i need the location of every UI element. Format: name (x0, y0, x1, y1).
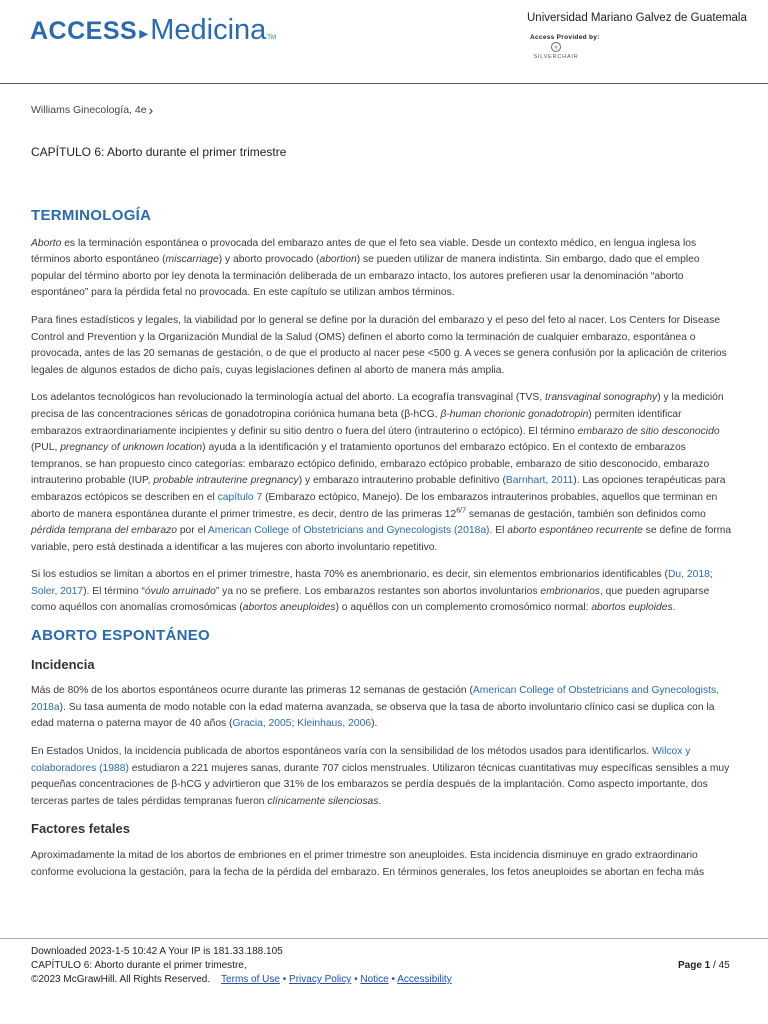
site-header (0, 0, 768, 84)
citation-link[interactable]: Gracia, 2005 (232, 718, 292, 730)
bullet: • (354, 974, 358, 985)
silverchair-logo (530, 42, 582, 64)
bullet: • (282, 974, 287, 985)
citation-link[interactable]: Du, 2018 (668, 569, 710, 581)
section-heading-terminologia: TERMINOLOGÍA (31, 207, 152, 224)
citation-link[interactable]: Wilcox y colaboradores (1988) (31, 746, 691, 774)
chevron-right-icon: › (148, 102, 154, 118)
citation-link[interactable]: American College of Obstetricians and Gynecologists, 2018a (31, 685, 719, 713)
subsection-heading-incidencia: Incidencia (31, 656, 95, 672)
logo-medicina-text: Medicina (150, 14, 267, 46)
paragraph: En Estados Unidos, la incidencia publicada de abortos espontáneos varía con la sensibilidad de los métodos usados para identificarlos. Wilcox y colaboradores (1988) estudiaron a 221 mujeres sanas, durante 707 ciclos menstruales. Utilizaron técnicas cuantitativas muy específicas sensibles a muy pequeñas concentraciones de β-hCG y advirtieron que 31% de los embarazos se perdía después de la implantación. Como aspecto importante, dos terceras partes de tales pérdidas tempranas fueron clínicamente silenciosas. (31, 746, 730, 807)
page-footer (0, 938, 768, 998)
article-content (31, 208, 735, 892)
breadcrumb-book[interactable]: Williams Ginecología, 4e (31, 104, 147, 116)
subsection-heading-factores-fetales: Factores fetales (31, 821, 130, 837)
terms-of-use-link[interactable]: Terms of Use (221, 974, 280, 985)
footer-legal (31, 974, 452, 985)
accessibility-link[interactable]: Accessibility (397, 974, 452, 985)
citation-link[interactable]: American College of Obstetricians and Gynecologists (2018a) (207, 525, 490, 537)
section-heading-aborto-espontaneo: ABORTO ESPONTÁNEO (31, 627, 211, 645)
footer-chapter: CAPÍTULO 6: Aborto durante el primer trimestre, (31, 960, 247, 971)
chapter-link[interactable]: capítulo 7 (217, 491, 263, 503)
access-provided-label: Access Provided by: (530, 34, 600, 41)
bullet: • (391, 974, 396, 985)
silverchair-name: SILVERCHAIR (533, 54, 579, 60)
citation-link[interactable]: Kleinhaus, 2006 (297, 718, 372, 730)
accessmedicina-logo[interactable] (30, 14, 276, 50)
paragraph: Aborto es la terminación espontánea o provocada del embarazo antes de que el feto sea viable. Desde un contexto médico, en lengua inglesa los términos aborto espontáneo (miscarriage) y aborto provocado (abortion) se pueden utilizar de manera indistinta. Sin embargo, dado que el empleo popular del término aborto por ley denota la terminación deliberada de un embarazo intacto, los autores prefieren usar la denominación “aborto espontáneo” para la pérdida fetal no provocada. En este capítulo se utilizan ambos términos. (31, 237, 700, 299)
paragraph: Aproximadamente la mitad de los abortos de embriones en el primer trimestre son aneuploides. Esta incidencia disminuye en grado extraordinario conforme evoluciona la gestación, para la fecha de la pérdida del embarazo. En términos generales, los fetos aneuploides se abortan en fecha más (31, 850, 705, 878)
breadcrumb[interactable] (31, 104, 153, 116)
paragraph: Si los estudios se limitan a abortos en el primer trimestre, hasta 70% es anembrionario, es decir, sin elementos embrionarios identificables (Du, 2018; Soler, 2017). El término “óvulo arruinado” ya no se prefiere. Los embarazos restantes son abortos involuntarios embrionarios, que pueden agruparse como aquéllos con anomalías cromosómicas (abortos aneuploides) o aquéllos con un complemento cromosómico normal: abortos euploides. (31, 569, 713, 614)
paragraph: Para fines estadísticos y legales, la viabilidad por lo general se define por la duración del embarazo y el peso del feto al nacer. Los Centers for Disease Control and Prevention y la Organización Mundial de la Salud (OMS) definen el aborto como la terminación de cualquier embarazo, espontánea o provocada, antes de las 20 semanas de gestación, o de que el producto al nacer pese <500 g. A veces se genera confusión por la aplicación de criterios legales de algunos estados de dicho país, cuyas legislaciones definen al aborto de manera más amplia. (31, 314, 727, 376)
logo-access-text: ACCESS (30, 17, 138, 45)
chapter-title: CAPÍTULO 6: Aborto durante el primer trimestre (31, 145, 287, 159)
paragraph: Más de 80% de los abortos espontáneos ocurre durante las primeras 12 semanas de gestación (American College of Obstetricians and Gynecologists, 2018a). Su tasa aumenta de modo notable con la edad materna avanzada, se observa que la tasa de aborto involuntario clínico casi se duplica con la edad materna o paterna mayor de 40 años (Gracia, 2005; Kleinhaus, 2006). (31, 685, 719, 730)
institution-name: Universidad Mariano Galvez de Guatemala (527, 12, 747, 24)
page-number: Page 1 / 45 (678, 960, 730, 971)
logo-trademark: TM (267, 35, 276, 41)
download-info: Downloaded 2023-1-5 10:42 A Your IP is 181.33.188.105 (31, 946, 283, 957)
privacy-policy-link[interactable]: Privacy Policy (289, 974, 352, 985)
copyright: ©2023 McGrawHill. All Rights Reserved. (31, 974, 211, 985)
silverchair-globe-icon (551, 42, 561, 52)
citation-link[interactable]: Barnhart, 2011 (505, 475, 574, 487)
citation-link[interactable]: Soler, 2017 (31, 585, 84, 597)
logo-arrow-icon: ▸ (139, 23, 149, 43)
notice-link[interactable]: Notice (360, 974, 389, 985)
paragraph: Los adelantos tecnológicos han revolucionado la terminología actual del aborto. La ecografía transvaginal (TVS, transvaginal sonography) y la medición precisa de las concentraciones séricas de gonadotropina coriónica humana beta (β-hCG, β-human chorionic gonadotropin) permiten identificar embarazos extraordinariamente incipientes y definir su sitio dentro o fuera del útero (intrauterino o ectópico). El término embarazo de sitio desconocido (PUL, pregnancy of unknown location) ayuda a la identificación y el tratamiento oportunos del embarazo ectópico. En el contexto de embarazos tempranos, se han propuesto cinco categorías: embarazo ectópico definido, embarazo ectópico probable, embarazo de sitio desconocido, embarazo intrauterino probable (IUP, probable intrauterine pregnancy) y embarazo intrauterino probable definitivo (Barnhart, 2011). Las opciones terapéuticas para embarazos ectópicos se describen en el capítulo 7 (Embarazo ectópico, Manejo). De los embarazos intrauterinos probables, aquellos que terminan en aborto de manera espontánea durante el primer trimestre, es decir, dentro de las primeras $12^{6/7}$ semanas de gestación, también son definidos como pérdida temprana del embarazo por el American College of Obstetricians and Gynecologists (2018a). El aborto espontáneo recurrente se define de forma variable, pero está destinada a identificar a las mujeres con aborto involuntario repetitivo. (31, 392, 732, 553)
